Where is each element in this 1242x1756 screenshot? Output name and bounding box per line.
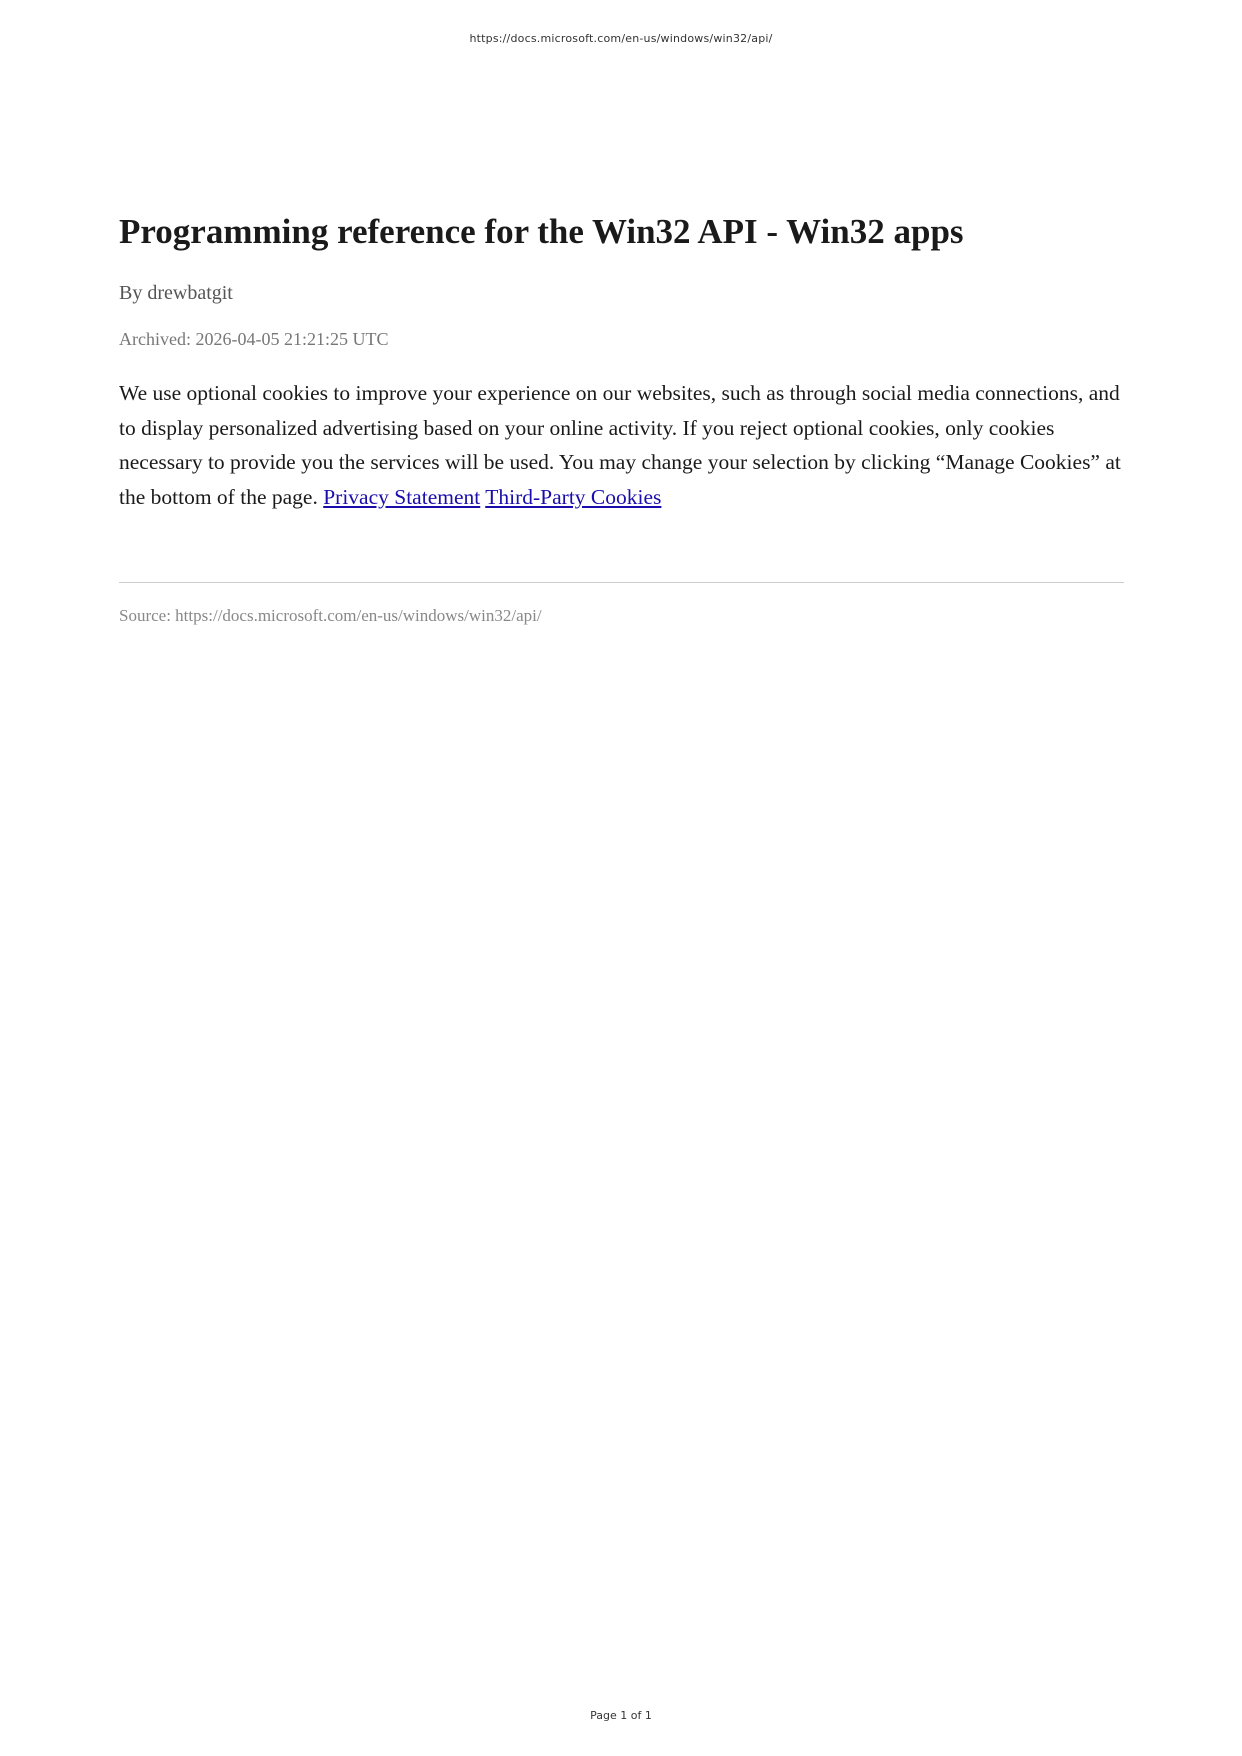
privacy-statement-link[interactable]: Privacy Statement	[323, 484, 481, 509]
page-header-url: https://docs.microsoft.com/en-us/windows/win32/api/	[469, 32, 773, 45]
page-number: Page 1 of 1	[590, 1709, 652, 1722]
article	[119, 210, 1124, 627]
source-url: Source: https://docs.microsoft.com/en-us/windows/win32/api/	[119, 606, 542, 625]
divider	[119, 582, 1124, 583]
archived-timestamp: Archived: 2026-04-05 21:21:25 UTC	[119, 329, 389, 349]
byline: By drewbatgit	[119, 282, 233, 304]
page-title: Programming reference for the Win32 API - Win32 apps	[119, 212, 964, 251]
third-party-cookies-link[interactable]: Third-Party Cookies	[485, 484, 662, 509]
cookie-notice-text: We use optional cookies to improve your experience on our websites, such as through social media connections, and to display personalized advertising based on your online activity. If you reject optional cookies, only cookies necessary to provide you the services will be used. You may change your selection by clicking “Manage Cookies” at the bottom of the page.	[119, 381, 1121, 509]
cookie-notice-paragraph	[119, 376, 1124, 514]
